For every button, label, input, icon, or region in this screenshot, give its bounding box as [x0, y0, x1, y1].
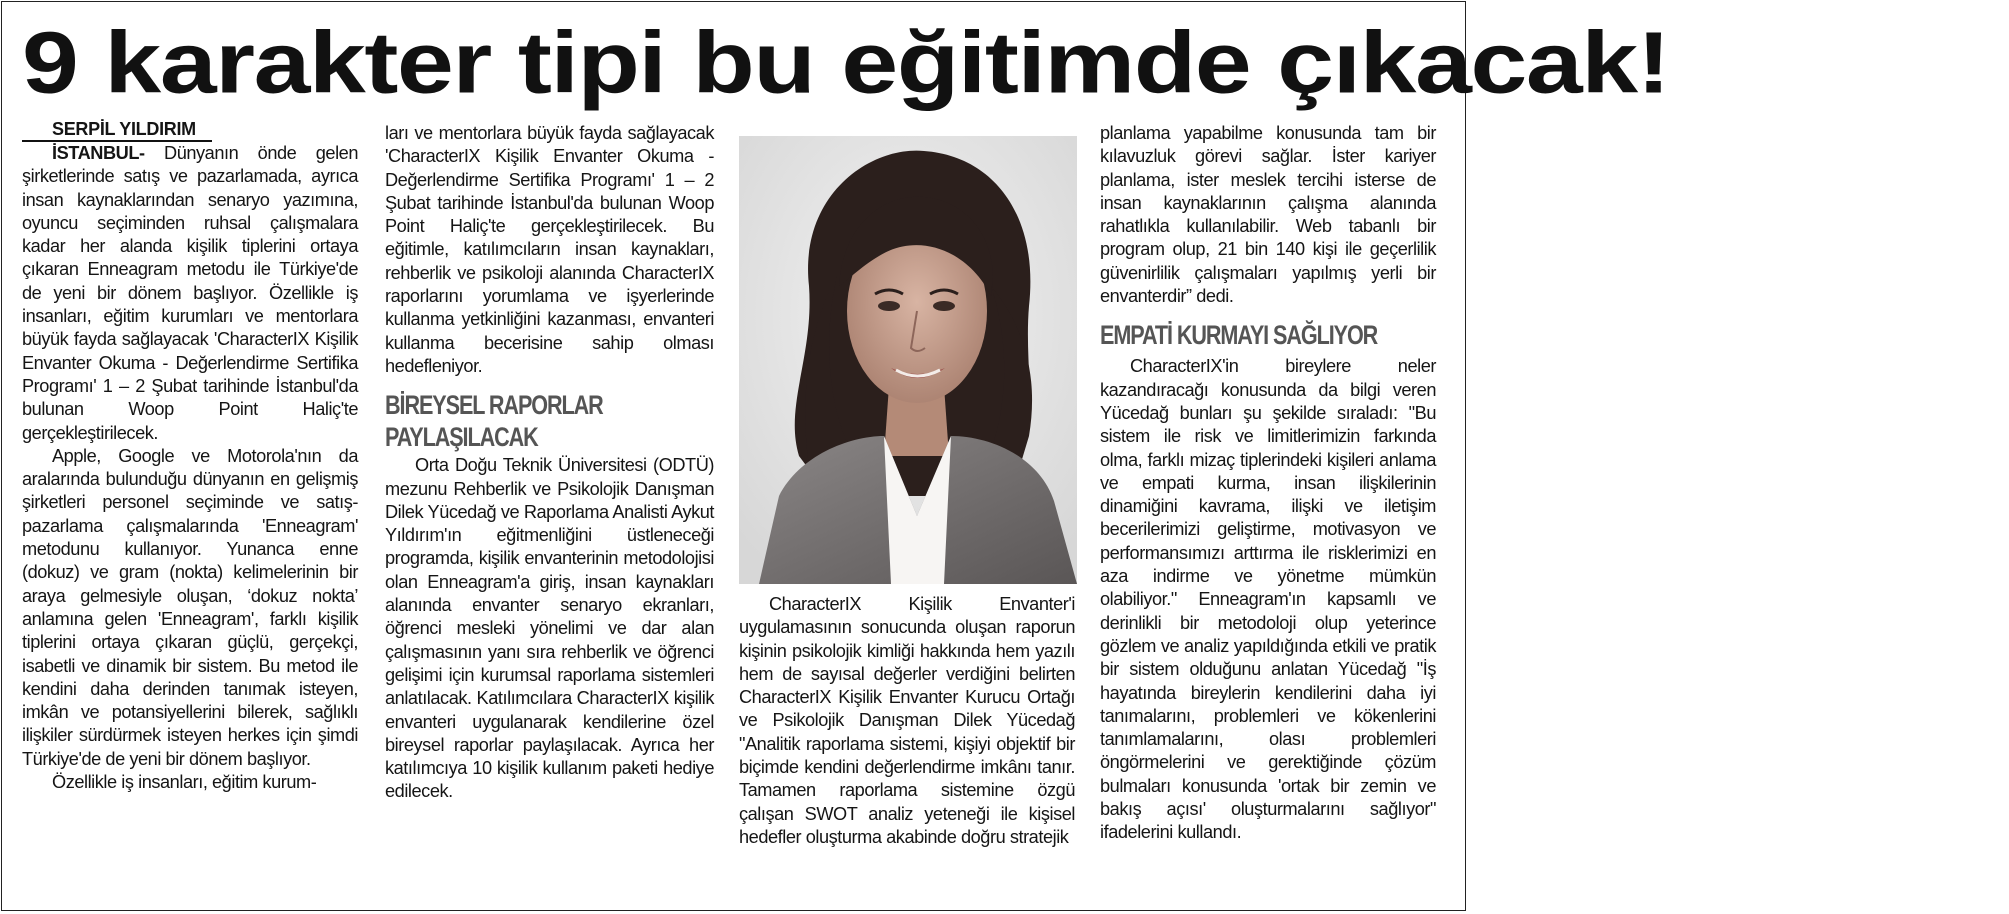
paragraph: Orta Doğu Teknik Üniversitesi (ODTÜ) mezunu Rehberlik ve Psikolojik Danışman Dilek Yücedağ ve Raporlama Analisti Aykut Yıldırım'ın eğitmenliğini üstleneceği programda, kişilik envanterinin metodolojisi olan Enneagram'a giriş, insan kaynakları alanında envanter senaryo ekranları, öğrenci mesleki yönelimi ve dar alan çalışmasının yanı sıra rehberlik ve öğrenci gelişimi için kurumsal raporlama sistemleri anlatılacak. Katılımcılara CharacterIX kişilik envanteri uygulanarak kendilerine özel bireysel raporlar paylaşılacak. Ayrıca her katılımcıya 10 kişilik kullanım paketi hediye edilecek. — [385, 455, 714, 802]
paragraph-text: Dünyanın önde gelen şirketlerinde satış ve pazarlamada, ayrıca insan kaynaklarından senaryo yazımına, oyuncu seçiminden ruhsal çalışmalara kadar her alanda kişilik tiplerini ortaya çıkaran Enneagram metodu ile Türkiye'de de yeni bir dönem başlıyor. Özellikle iş insanları, eğitim kurumları ve mentorlara büyük fayda sağlayacak 'CharacterIX Kişilik Envanter Okuma - Değerlendirme Sertifika Programı' 1 – 2 Şubat tarihinde İstanbul'da bulunan Woop Point Haliç'te gerçekleştirilecek. — [22, 143, 358, 443]
article-column-1 — [22, 118, 358, 794]
paragraph: Apple, Google ve Motorola'nın da aralarında bulunduğu dünyanın en gelişmiş şirketleri personel seçiminde ve satış-pazarlama çalışmalarında 'Enneagram' metodunu kullanıyor. Yunanca enne (dokuz) ve gram (nokta) kelimelerinin bir araya gelmesiyle oluşan, ‘dokuz nokta’ anlamına gelen 'Enneagram', farklı kişilik tiplerini ortaya çıkaran güçlü, gerçekçi, isabetli ve dinamik bir sistem. Bu metod ile kendini daha derinden tanımak isteyen, imkân ve potansiyellerini bilerek, sağlıklı ilişkiler sürdürmek isteyen herkes için şimdi Türkiye'de de yeni bir dönem başlıyor. — [22, 445, 358, 769]
portrait-illustration — [739, 136, 1077, 584]
dateline: İSTANBUL- — [52, 143, 145, 163]
headline: 9 karakter tipi bu eğitimde çıkacak! — [22, 13, 1670, 112]
subheading-line: PAYLAŞILACAK — [385, 423, 538, 453]
paragraph: ları ve mentorlara büyük fayda sağlayacak 'CharacterIX Kişilik Envanter Okuma - Değerlendirme Sertifika Programı' 1 – 2 Şubat tarihinde İstanbul'da bulunan Woop Point Haliç'te gerçekleştirilecek. Bu eğitimle, katılımcıların insan kaynakları, rehberlik ve psikoloji alanında CharacterIX raporlarını yorumlama ve işyerlerinde kullanma yetkinliğini kazanması, envanteri kullanma becerisine sahip olması hedefleniyor. — [385, 123, 714, 376]
subheading-bireysel-raporlar — [385, 390, 681, 454]
paragraph — [22, 142, 358, 445]
article-column-2 — [385, 122, 714, 804]
byline: SERPİL YILDIRIM — [22, 118, 212, 142]
paragraph: planlama yapabilme konusunda tam bir kılavuzluk görevi sağlar. İster kariyer planlama, ister meslek tercihi isterse de insan kaynaklarının çalışma alanında rahatlıkla kullanılabilir. Web tabanlı bir program olup, 21 bin 140 kişi ile geçerlilik güvenirlilik çalışmaları yapılmış yerli bir envanterdir” dedi. — [1100, 123, 1436, 307]
article-column-4 — [1100, 122, 1436, 845]
article-column-3 — [739, 593, 1075, 849]
paragraph: CharacterIX Kişilik Envanter'i uygulamasının sonucunda oluşan raporun kişinin psikolojik kimliği hakkında hem yazılı hem de sayısal değerler verdiğini belirten CharacterIX Kişilik Envanter Kurucu Ortağı ve Psikolojik Danışman Dilek Yücedağ "Analitik raporlama sistemi, kişiyi objektif bir biçimde kendini değerlendirme imkânı tanır. Tamamen raporlama sistemine özgü çalışan SWOT analiz yeteneği ile kişisel hedefler oluşturma akabinde doğru stratejik — [739, 594, 1075, 847]
subheading-empati: EMPATİ KURMAYI SAĞLIYOR — [1100, 321, 1378, 352]
subheading-line: BİREYSEL RAPORLAR — [385, 391, 603, 422]
portrait-photo — [739, 136, 1077, 584]
paragraph: Özellikle iş insanları, eğitim kurum- — [52, 772, 317, 793]
paragraph: CharacterIX'in bireylere neler kazandıracağı konusunda da bilgi veren Yücedağ bunları şu şekilde sıraladı: "Bu sistem ile risk ve limitlerimizin farkında olma, farklı mizaç tiplerindeki kişileri anlama ve empati kurma, insan ilişkilerinin dinamiğini kavrama, ilişki ve iletişim becerilerimizi geliştirme, motivasyon ve performansımızı arttırma ile risklerimizi en aza indirme ve yönetme mümkün olabiliyor." Enneagram'ın kapsamlı ve derinlikli bir metodoloji olup yeterince gözlem ve analiz yapıldığında etkili ve pratik bir sistem olduğunu anlatan Yücedağ "İş hayatında bireylerin kendilerini daha iyi tanımalarını, problemleri ve kökenlerini tanımlamalarını, olası problemleri öngörmelerini ve gerektiğinde çözüm bulmaları konusunda 'ortak bir zemin ve bakış açısı' oluşturmalarını sağlıyor" ifadelerini kullandı. — [1100, 356, 1436, 843]
